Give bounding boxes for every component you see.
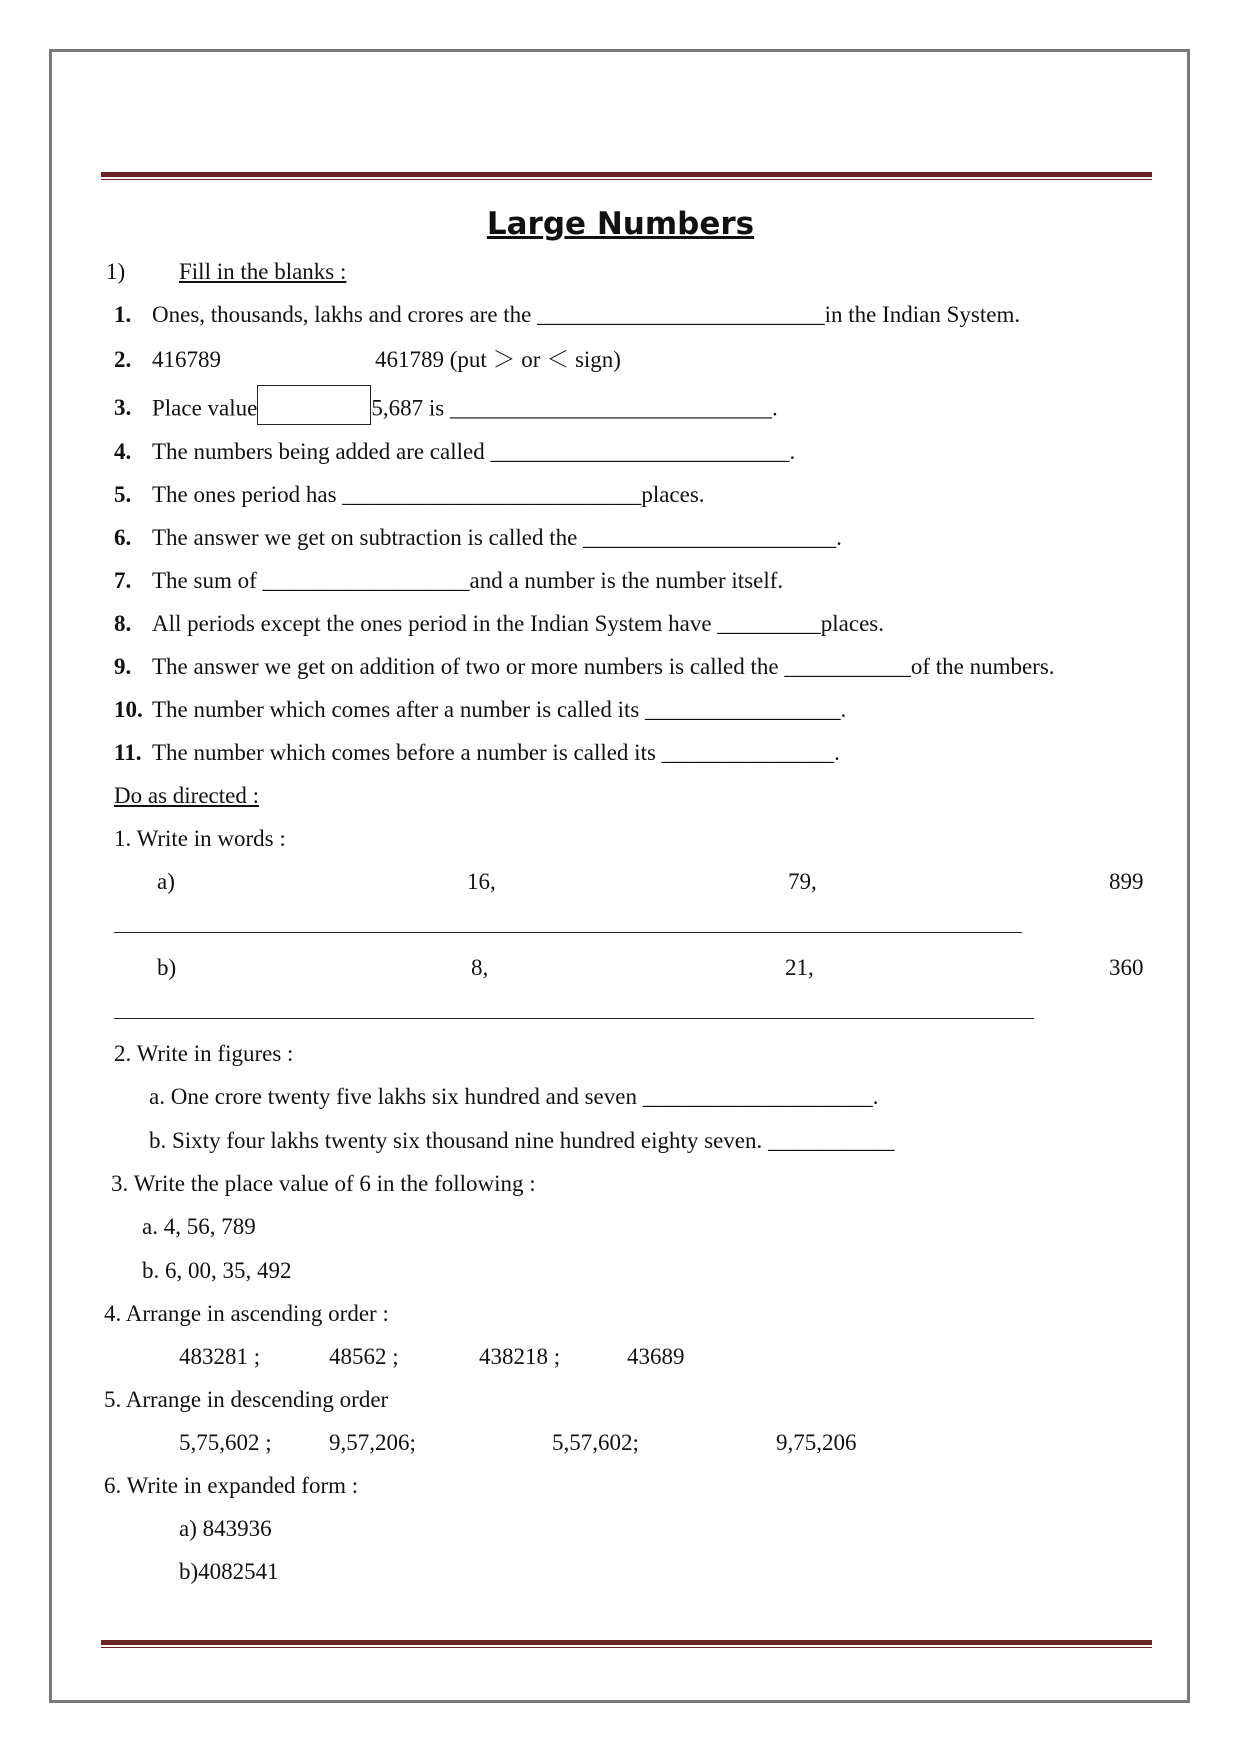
question-number: 7. [114,568,132,593]
question-3 [114,395,778,425]
question-4 [114,439,795,465]
q1a-value-1: 16, [467,869,496,894]
q2a-text: a. One crore twenty five lakhs six hundred and seven ____________________. [149,1084,879,1109]
section-heading-fill-blanks: Fill in the blanks : [179,259,347,284]
question-number: 5. [114,482,132,507]
answer-line[interactable] [114,1018,1034,1019]
answer-line[interactable] [114,932,1022,933]
page-title: Large Numbers [486,206,755,242]
question-2-right-number: 461789 (put ＞ or ＜ sign) [375,347,621,372]
q5-label: 5. Arrange in descending order [104,1387,389,1412]
q2-label: 2. Write in figures : [114,1041,294,1066]
q3-label: 3. Write the place value of 6 in the following : [111,1171,536,1196]
question-text-post: 5,687 is ____________________________. [371,395,778,421]
question-text: All periods except the ones period in the Indian System have _________places. [152,611,884,636]
question-5 [114,482,705,508]
question-number: 10. [114,697,143,722]
question-7 [114,568,783,594]
q1a-value-3: 899 [1109,869,1144,894]
question-6 [114,525,842,551]
q1b-label: b) [157,955,177,980]
question-2 [114,347,152,373]
digit-box[interactable] [257,385,371,425]
question-1 [114,302,1020,328]
q5-value: 9,75,206 [776,1430,857,1455]
question-number: 6. [114,525,132,550]
q1b-value-2: 21, [785,955,814,980]
question-number: 4. [114,439,132,464]
question-9 [114,654,1055,680]
question-11 [114,740,840,766]
question-text: The number which comes after a number is called its _________________. [152,697,847,722]
question-text: The answer we get on subtraction is called the ______________________. [152,525,842,550]
question-10 [114,697,846,723]
q4-value: 43689 [627,1344,685,1369]
question-number: 11. [114,740,142,765]
section-marker: 1) [106,259,126,284]
top-divider [101,172,1152,180]
q4-label: 4. Arrange in ascending order : [104,1301,389,1326]
q1a-value-2: 79, [788,869,817,894]
question-8 [114,611,884,637]
q6b-text: b)4082541 [179,1559,279,1584]
q4-value: 48562 ; [329,1344,399,1369]
q1-label: 1. Write in words : [114,826,286,851]
question-2-left-number: 416789 [152,347,221,372]
q1b-value-1: 8, [471,955,489,980]
q3a-text: a. 4, 56, 789 [142,1214,256,1239]
q4-value: 483281 ; [179,1344,261,1369]
question-number: 1. [114,302,132,327]
section-heading-do-as-directed: Do as directed : [114,783,259,808]
question-text: The ones period has __________________________places. [152,482,705,507]
question-text: The number which comes before a number is called its _______________. [152,740,840,765]
q5-value: 5,57,602; [552,1430,639,1455]
q2b-text: b. Sixty four lakhs twenty six thousand nine hundred eighty seven. ___________ [149,1128,895,1153]
question-text: The answer we get on addition of two or more numbers is called the ___________of the numbers. [152,654,1055,679]
q1b-value-3: 360 [1109,955,1144,980]
question-text: The sum of __________________and a number is the number itself. [152,568,784,593]
q3b-text: b. 6, 00, 35, 492 [142,1258,292,1283]
q5-value: 9,57,206; [329,1430,416,1455]
question-number: 9. [114,654,132,679]
q5-value: 5,75,602 ; [179,1430,272,1455]
q4-value: 438218 ; [479,1344,561,1369]
bottom-divider [101,1640,1152,1648]
question-number: 2. [114,347,132,372]
question-text: The numbers being added are called __________________________. [152,439,796,464]
question-text: Ones, thousands, lakhs and crores are the _________________________in the Indian System. [152,302,1021,327]
question-text-pre: Place value [152,395,258,421]
question-number: 8. [114,611,132,636]
q6-label: 6. Write in expanded form : [104,1473,359,1498]
question-number: 3. [114,395,132,421]
q6a-text: a) 843936 [179,1516,272,1541]
q1a-label: a) [157,869,175,894]
